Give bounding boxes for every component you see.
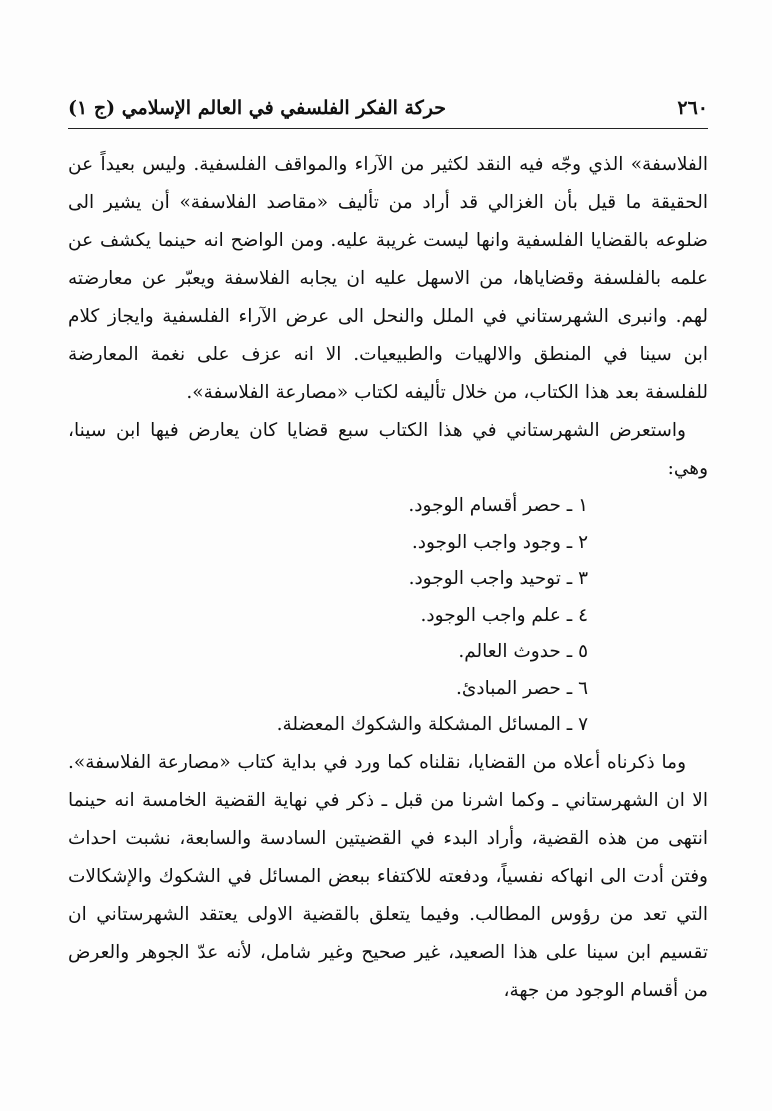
- issues-list: [68, 488, 708, 744]
- list-item: ٤ ـ علم واجب الوجود.: [420, 604, 588, 626]
- header-rule: [68, 128, 708, 129]
- list-item: ٣ ـ توحيد واجب الوجود.: [408, 568, 588, 589]
- paragraph-discussion: وما ذكرناه أعلاه من القضايا، نقلناه كما ورد في بداية كتاب «مصارعة الفلاسفة». الا ان الشهرستاني ـ وكما اشرنا من قبل ـ ذكر في نهاية القضية الخامسة انه حينما انتهى من هذه القضية، وأراد البدء في القضيتين السادسة والسابعة، نشبت احداث وفتن أدت الى انهاكه نفسياً، ودفعته للاكتفاء ببعض المسائل في الشكوك والإشكالات التي تعد من رؤوس المطالب. وفيما يتعلق بالقضية الاولى يعتقد الشهرستاني ان تقسيم ابن سينا على هذا الصعيد، غير صحيح وغير شامل، لأنه عدّ الجوهر والعرض من أقسام الوجود من جهة،: [68, 751, 708, 1001]
- paragraph-intro-list: واستعرض الشهرستاني في هذا الكتاب سبع قضايا كان يعارض فيها ابن سينا، وهي:: [68, 420, 708, 479]
- running-header: [68, 88, 708, 122]
- list-item: ١ ـ حصر أقسام الوجود.: [408, 495, 588, 516]
- list-item: ٢ ـ وجود واجب الوجود.: [411, 531, 588, 553]
- body-text: [68, 146, 708, 1010]
- paragraph-continuation: الفلاسفة» الذي وجّه فيه النقد لكثير من الآراء والمواقف الفلسفية. وليس بعيداً عن الحقيقة ما قيل بأن الغزالي قد أراد من تأليف «مقاصد الفلاسفة» أن يشير الى ضلوعه بالقضايا الفلسفية وانها ليست غريبة عليه. ومن الواضح انه حينما يكشف عن علمه بالفلسفة وقضاياها، من الاسهل عليه ان يجابه الفلاسفة ويعبّر عن معارضته لهم. وانبرى الشهرستاني في الملل والنحل الى عرض الآراء الفلسفية وايجاز كلام ابن سينا في المنطق والالهيات والطبيعيات. الا انه عزف على نغمة المعارضة للفلسفة بعد هذا الكتاب، من خلال تأليفه لكتاب «مصارعة الفلاسفة».: [68, 154, 708, 403]
- running-title: حركة الفكر الفلسفي في العالم الإسلامي (ج ١): [68, 97, 447, 119]
- list-item: ٧ ـ المسائل المشكلة والشكوك المعضلة.: [276, 714, 588, 735]
- page-number: ٢٦٠: [677, 97, 708, 119]
- list-item: ٥ ـ حدوث العالم.: [458, 641, 588, 662]
- book-page: [68, 0, 708, 1111]
- list-item: ٦ ـ حصر المبادئ.: [456, 677, 588, 699]
